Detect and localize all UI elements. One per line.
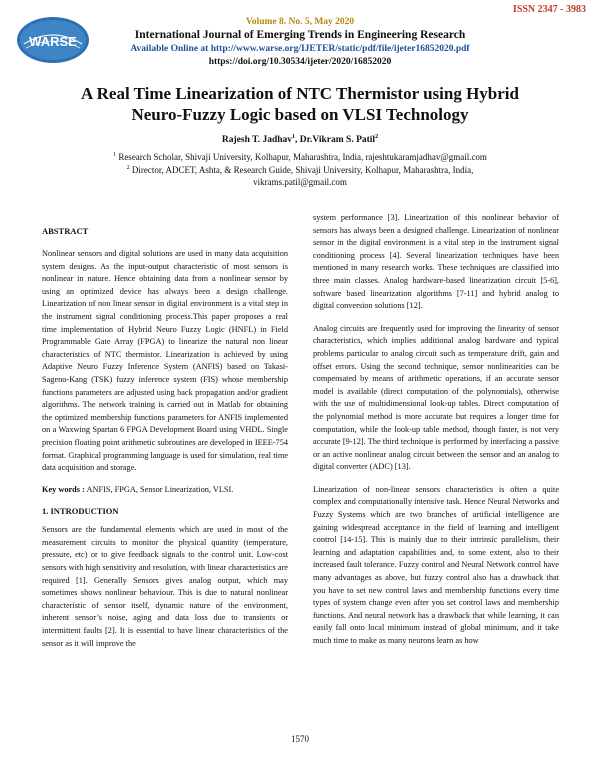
author-1-mark: 1 xyxy=(292,134,296,140)
authors xyxy=(0,134,600,145)
right-paragraph-2: Analog circuits are frequently used for improving the linearity of sensor characteristics, which implies additional analog hardware and typical problems particular to analog circuit such as temperature drift, gain and offset errors. Using the second technique, sensor nonlinearities can be compensated by means of arithmetic operations, if an accurate sensor model is available (direct computation of the polynomials), otherwise with the use of multidimensional look-up tables. Direct computation of the polynomial method is more accurate but requires a longer time for computation, while the look-up table method, though faster, is not very accurate [9-12]. The third technique is performed by interfacing a passive or an active nonlinear analog circuit between the sensor and an analog to digital converter (ADC) [13]. xyxy=(313,323,559,472)
keywords-text: ANFIS, FPGA, Sensor Linearization, VLSI. xyxy=(84,484,234,494)
keywords xyxy=(42,484,288,497)
right-paragraph-3: Linearization of non-linear sensors characteristics is often a quite complex and computationally intensive task. Hence Neural Networks and Fuzzy Systems which are two branches of artificial intelligence are gaining widespread acceptance in the field of learning and intelligent control [14-15]. This is mainly due to their intrinsic parallelism, their learning and adaptation capabilities and, to some extent, also to their increased fault tolerance. Fuzzy control and Neural Network control have many advantages as above, but fuzzy control also has a drawback that you have to set new control laws and membership functions every time types of system change even after you set control laws and membership functions. And neural network has a drawback that while learning, it can easily fall onto local minimum instead of global minimum, and it take much time to make as many neurons learn as how xyxy=(313,484,559,645)
right-paragraph-1: system performance [3]. Linearization of this nonlinear behavior of sensors has always been a designed challenge. Linearization of nonlinear sensor in the digital environment is a vital step in the instrument signal conditioning process [4]. Several linearization techniques have been mentioned in many research works. These techniques are classified into three main classes. Analog hardware-based linearization circuit [5-6], software based linearization algorithms [7-11] and hybrid analog to digital conversion solutions [12]. xyxy=(313,213,559,311)
author-2-mark: 2 xyxy=(375,134,379,140)
journal-volume: Volume 8. No. 5, May 2020 xyxy=(245,17,355,27)
affiliation-1-text: Research Scholar, Shivaji University, Kolhapur, Maharashtra, India, rajeshtukaramjadhav@gmail.com xyxy=(116,152,487,162)
affiliation-1 xyxy=(60,149,540,163)
introduction-body: Sensors are the fundamental elements which are used in most of the measurement circuits to monitor the physical quantity (temperature, pressure, etc) or to give feedback signals to the control unit. Low-cost sensors with high sensitivity and resolution, with linear characteristics are required [1]. Generally Sensors gives analog output, which may sometimes shows nonlinear behaviour. This is due to natural nonlinear characteristic of sensor itself, dynamic nature of the environment, inherent sensor’s noise, aging and data loss due to transients or intermittent faults [2]. It is essential to have linear characteristics of the sensor as it will improve the xyxy=(42,525,288,648)
affiliation-2 xyxy=(60,162,540,188)
title-line-1: A Real Time Linearization of NTC Thermistor using Hybrid xyxy=(81,84,519,103)
keywords-label: Key words : xyxy=(42,484,85,494)
logo-text: WARSE xyxy=(29,34,77,49)
abstract-body: Nonlinear sensors and digital solutions are used in many data acquisition system designs. As the input-output characteristic of most sensors is nonlinear in nature. Hence obtaining data from a nonlinear sensor by using an optimized device has always been a design challenge. Linearization of non linear sensor in digital environment is a vital step in the instrument signal conditioning process.This paper proposes a real time implementation of Hybrid Neuro Fuzzy Logic (HNFL) in Field Programmable Gate Array (FPGA) to linearize the natural non linear characteristics of NTC thermistor. Linearization is achieved by using Adaptive Neuro Fuzzy Inference System (ANFIS) based on Takasi-Sageno-Kang (TSK) fuzzy inference system (FIS) whose membership functions parameters are adjusted using back propagation and/or gradient algorithms. The network training is carried out in Matlab for obtaining the optimized membership functions parameters for ANFIS implemented on a Waxwing Spartan 6 FPGA Development Board using VHDL. Single precision floating point arithmetic subroutines are developed in IEEE-754 format. Graphical programming language is used for simulation, real time data acquisition and storage. xyxy=(42,249,288,473)
author-1: Rajesh T. Jadhav xyxy=(221,135,293,146)
issn-label: ISSN 2347 - 3983 xyxy=(512,4,586,15)
abstract-heading: ABSTRACT xyxy=(42,226,89,236)
introduction-heading: 1. INTRODUCTION xyxy=(42,506,119,517)
affiliation-2-mark: 2 xyxy=(126,165,130,171)
journal-title: International Journal of Emerging Trends in Engineering Research xyxy=(134,29,466,41)
paper-title xyxy=(40,83,560,125)
journal-url[interactable]: Available Online at http://www.warse.org/IJETER/static/pdf/file/ijeter16852020.pdf xyxy=(130,44,470,54)
right-column xyxy=(313,212,559,648)
affiliation-1-mark: 1 xyxy=(113,152,117,158)
title-line-2: Neuro-Fuzzy Logic based on VLSI Technology xyxy=(131,105,469,124)
affiliation-2-email: vikrams.patil@gmail.com xyxy=(253,177,347,187)
author-separator: , xyxy=(295,135,300,146)
affiliation-2-text: Director, ADCET, Ashta, & Research Guide, Shivaji University, Kolhapur, Maharashtra, India, xyxy=(129,165,474,175)
page-number: 1570 xyxy=(291,734,309,744)
left-column xyxy=(42,226,288,650)
doi-link[interactable]: https://doi.org/10.30534/ijeter/2020/16852020 xyxy=(208,57,392,67)
author-2: Dr.Vikram S. Patil xyxy=(299,135,376,146)
